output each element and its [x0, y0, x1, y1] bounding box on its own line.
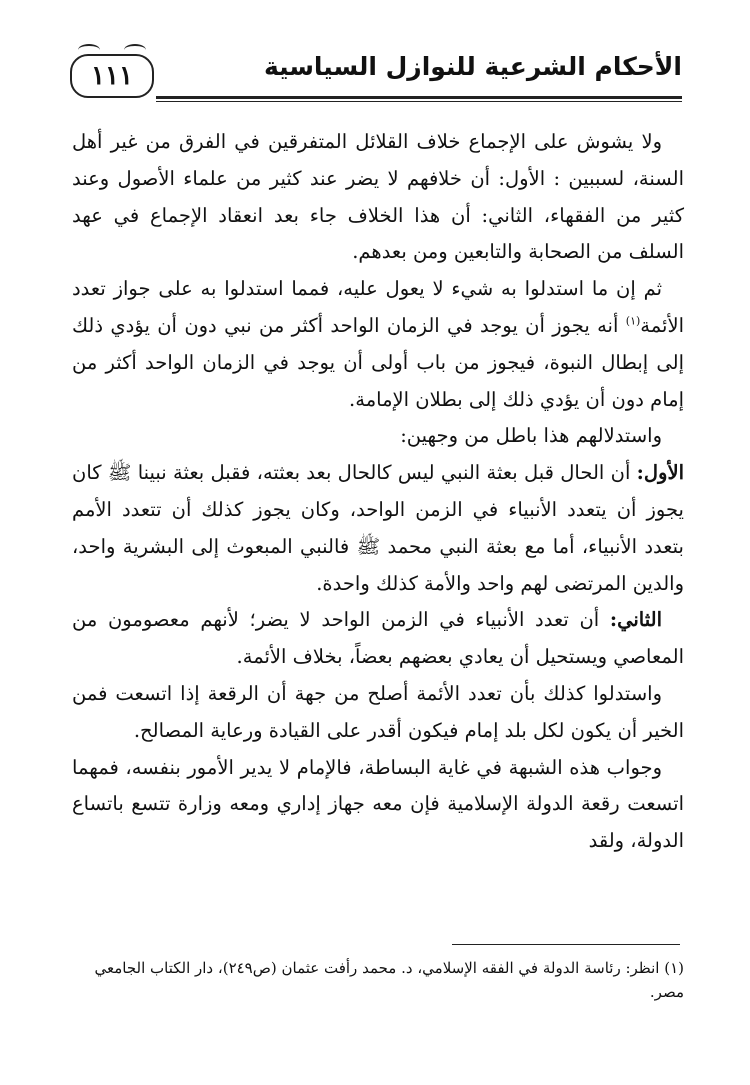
paragraph-7: وجواب هذه الشبهة في غاية البساطة، فالإمام لا يدير الأمور بنفسه، فمهما اتسعت رقعة الدولة الإسلامية فإن معه جهاز إداري ومعه وزارة تتسع باتساع الدولة، ولقد [72, 755, 684, 853]
first-point-text: أن الحال قبل بعثة النبي ليس كالحال بعد بعثته، فقبل بعثة نبينا ﷺ كان يجوز أن يتعدد الأنبياء في الزمن الواحد، وكان يجوز كذلك أن تتعدد الأمم بتعدد الأنبياء، أما مع بعثة النبي محمد ﷺ فالنبي المبعوث إلى البشرية واحد، والدين المرتضى لهم واحد والأمة كذلك واحدة. [72, 461, 684, 595]
page-number: ١١١ [70, 54, 154, 98]
first-point-label: الأول: [636, 461, 684, 485]
paragraph-4 [72, 455, 684, 602]
footnote: (١) انظر: رئاسة الدولة في الفقه الإسلامي، د. محمد رأفت عثمان (ص٢٤٩)، دار الكتاب الجامعي مصر. [94, 959, 684, 1001]
second-point-text: أن تعدد الأنبياء في الزمن الواحد لا يضر؛ لأنهم معصومون من المعاصي ويستحيل أن يعادي بعضهم بعضاً، بخلاف الأئمة. [72, 608, 684, 669]
paragraph-6: واستدلوا كذلك بأن تعدد الأئمة أصلح من جهة أن الرقعة إذا اتسعت فمن الخير أن يكون لكل بلد إمام فيكون أقدر على القيادة ورعاية المصالح. [72, 681, 684, 742]
main-text [72, 124, 684, 860]
header-rule-thick [156, 96, 682, 99]
page-header [70, 52, 682, 102]
footnote-separator [452, 944, 680, 945]
header-rule-thin [156, 101, 682, 102]
paragraph-5 [72, 602, 684, 676]
paragraph-2-start: ثم إن ما استدلوا به شيء لا يعول عليه، فمما استدلوا به على جواز تعدد الأئمة [72, 277, 684, 337]
paragraph-3: واستدلالهم هذا باطل من وجهين: [400, 424, 662, 448]
second-point-label: الثاني: [609, 608, 662, 632]
paragraph-2 [72, 271, 684, 418]
footnote-reference: (١) [625, 314, 641, 328]
running-title: الأحكام الشرعية للنوازل السياسية [263, 52, 682, 81]
paragraph-1: ولا يشوش على الإجماع خلاف القلائل المتفرقين في الفرق من غير أهل السنة، لسببين : الأول: أن خلافهم لا يضر عند كثير من علماء الأصول وعند كثير من الفقهاء، الثاني: أن هذا الخلاف جاء بعد انعقاد الإجماع في عهد السلف من الصحابة والتابعين ومن بعدهم. [72, 130, 684, 264]
paragraph-2-rest: أنه يجوز أن يوجد في الزمان الواحد أكثر من نبي دون أن يؤدي ذلك إلى إبطال النبوة، فيجوز من باب أولى أن يوجد في الزمان الواحد أكثر من إمام دون أن يؤدي ذلك إلى بطلان الإمامة. [72, 313, 684, 411]
